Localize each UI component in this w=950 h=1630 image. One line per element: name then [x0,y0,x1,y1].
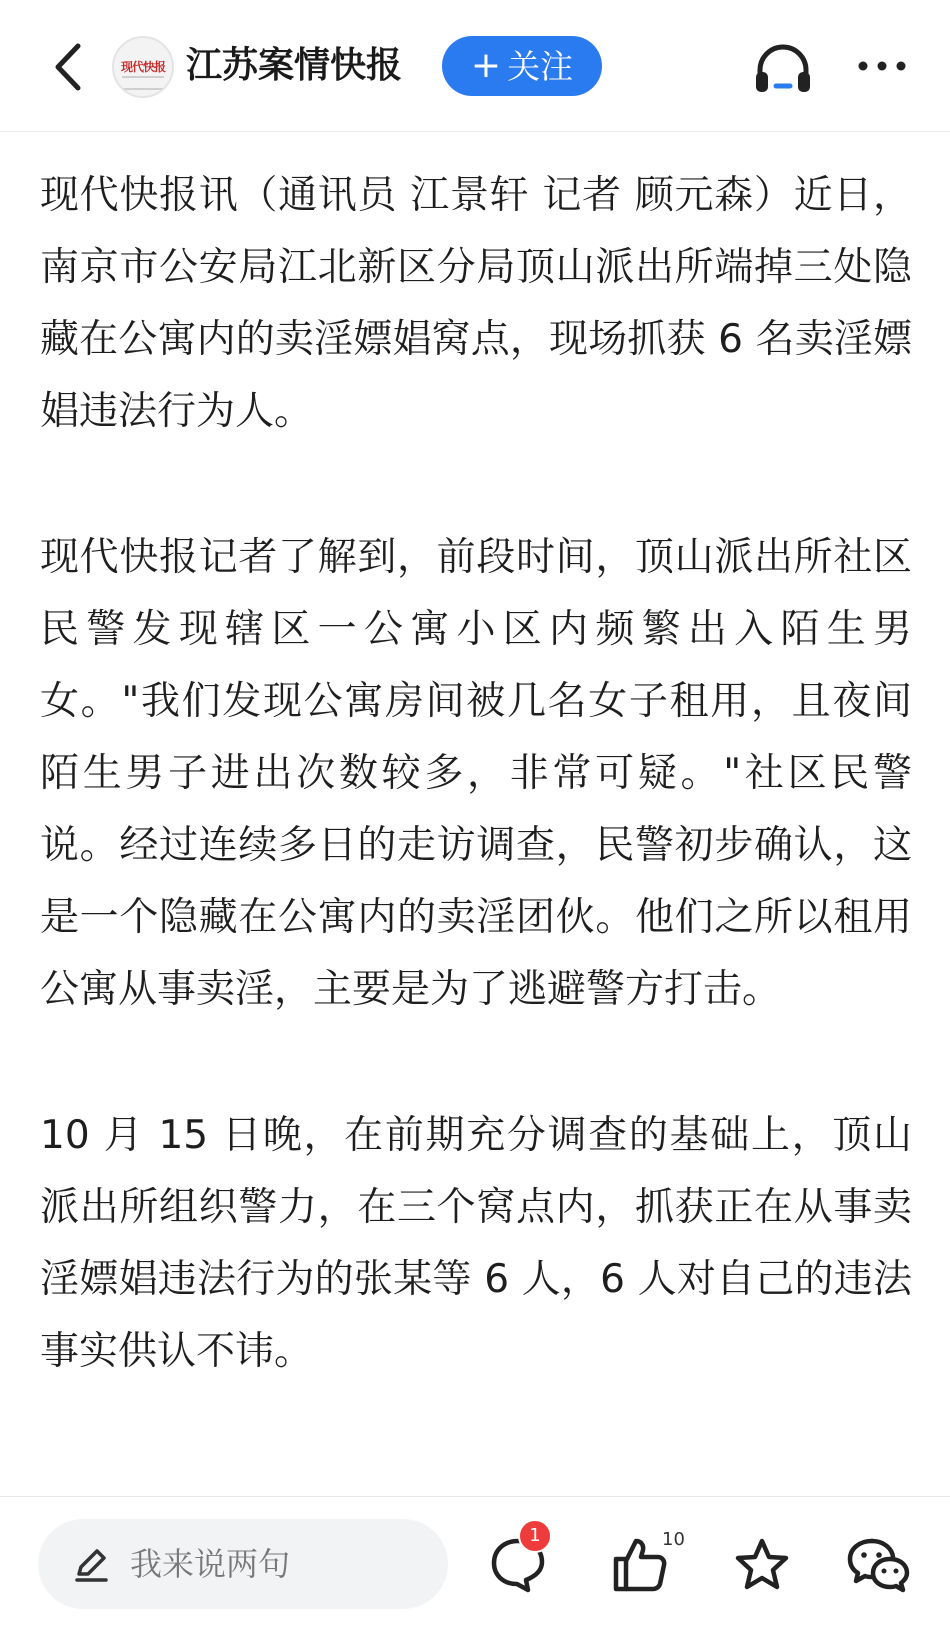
share-wechat-button[interactable] [846,1535,912,1595]
star-icon [732,1535,792,1595]
account-name[interactable]: 江苏案情快报 [186,45,403,86]
back-button[interactable] [44,36,94,96]
follow-button[interactable] [442,36,602,96]
like-button[interactable] [610,1533,670,1595]
thumbs-up-icon [610,1533,670,1595]
more-button[interactable] [855,54,909,78]
wechat-icon [846,1535,912,1595]
headphone-icon [752,40,814,96]
back-chevron-icon [44,36,94,96]
account-avatar[interactable] [112,36,174,98]
plus-icon: + [470,45,502,86]
like-count: 10 [662,1529,685,1550]
article-paragraph: 现代快报记者了解到，前段时间，顶山派出所社区民警发现辖区一公寓小区内频繁出入陌生男女。"我们发现公寓房间被几名女子租用，且夜间陌生男子进出次数较多，非常可疑。"社区民警说。经过连续多日的走访调查，民警初步确认，这是一个隐藏在公寓内的卖淫团伙。他们之所以租用公寓从事卖淫，主要是为了逃避警方打击。 [40,535,912,1012]
article-paragraph: 现代快报讯（通讯员 江景轩 记者 顾元森）近日，南京市公安局江北新区分局顶山派出所端掉三处隐藏在公寓内的卖淫嫖娼窝点，现场抓获 6 名卖淫嫖娼违法行为人。 [40,173,912,434]
bottom-action-bar [0,1496,950,1630]
logo-text: 现代快报 [120,60,165,74]
comment-input[interactable] [38,1519,448,1609]
comment-placeholder: 我来说两句 [130,1545,291,1583]
follow-label: 关注 [507,46,574,86]
logo-decoration [122,76,164,90]
pencil-icon [72,1545,110,1583]
listen-button[interactable] [752,40,814,96]
more-dots-icon [855,54,909,78]
comment-count-badge: 1 [518,1519,552,1553]
top-nav-bar [0,0,950,132]
article-paragraph: 10 月 15 日晚，在前期充分调查的基础上，顶山派出所组织警力，在三个窝点内，抓获正在从事卖淫嫖娼违法行为的张某等 6 人，6 人对自己的违法事实供认不讳。 [40,1113,912,1374]
article-body [40,160,912,1462]
favorite-button[interactable] [732,1535,792,1595]
